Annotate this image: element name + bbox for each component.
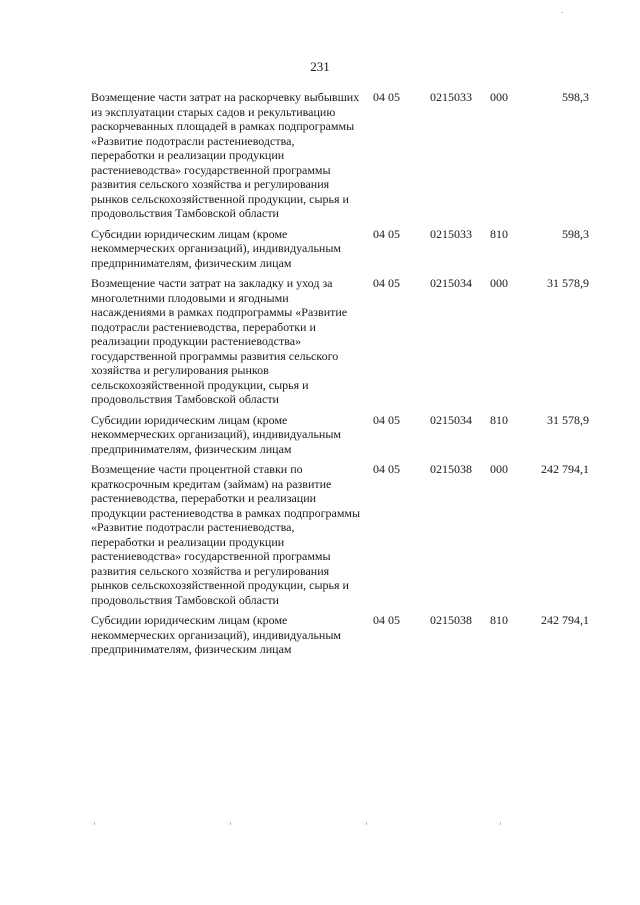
table-row	[91, 613, 591, 657]
row-section-code: 04 05	[373, 90, 400, 104]
row-target-code: 0215034	[430, 276, 472, 290]
scan-mark	[366, 822, 367, 825]
row-target-code: 0215033	[430, 226, 472, 241]
scan-mark	[230, 822, 231, 825]
page-number: 231	[310, 59, 330, 74]
row-target-code: 0215038	[430, 462, 472, 476]
row-section-code: 04 05	[373, 276, 400, 290]
table-row	[91, 227, 591, 271]
row-amount: 31 578,9	[547, 276, 589, 290]
corner-mark	[561, 12, 563, 13]
row-section-code: 04 05	[373, 462, 400, 476]
row-description: Возмещение части процентной ставки по краткосрочным кредитам (займам) на развитие растениеводства, переработки и реализации продукции растениеводства в рамках подпрограммы «Развитие подотрасли растениеводства, переработки и реализации продукции растениеводства» государственной программы развития сельского хозяйства и регулирования рынков сельскохозяйственной продукции, сырья и продовольствия Тамбовской области	[91, 462, 361, 607]
row-description: Возмещение части затрат на раскорчевку выбывших из эксплуатации старых садов и рекультивацию раскорчеванных площадей в рамках подпрограммы «Развитие подотрасли растениеводства, переработки и реализации продукции растениеводства» государственной программы развития сельского хозяйства и регулирования рынков сельскохозяйственной продукции, сырья и продовольствия Тамбовской области	[91, 90, 360, 220]
table-row	[91, 462, 591, 607]
row-section-code: 04 05	[373, 226, 400, 241]
row-description: Возмещение части затрат на закладку и уход за многолетними плодовыми и ягодными насаждениями в рамках подпрограммы «Развитие подотрасли растениеводства, переработки и реализации продукции растениеводства» государственной программы развития сельского хозяйства и регулирования рынков сельскохозяйственной продукции, сырья и продовольствия Тамбовской области	[91, 276, 348, 406]
row-amount: 242 794,1	[541, 613, 589, 627]
row-amount: 598,3	[562, 90, 589, 104]
row-expense-type: 810	[490, 226, 508, 241]
budget-table	[91, 90, 591, 663]
scan-mark	[500, 822, 501, 825]
table-row	[91, 276, 591, 407]
row-description: Субсидии юридическим лицам (кроме некоммерческих организаций), индивидуальным предпринимателям, физическим лицам	[91, 613, 341, 656]
row-section-code: 04 05	[373, 412, 400, 427]
table-row	[91, 413, 591, 457]
row-expense-type: 810	[490, 412, 508, 427]
row-section-code: 04 05	[373, 613, 400, 627]
row-target-code: 0215038	[430, 613, 472, 627]
table-row	[91, 90, 591, 221]
scan-mark	[94, 822, 95, 825]
row-expense-type: 000	[490, 462, 508, 476]
row-amount: 242 794,1	[541, 462, 589, 476]
row-expense-type: 000	[490, 90, 508, 104]
row-description: Субсидии юридическим лицам (кроме некоммерческих организаций), индивидуальным предпринимателям, физическим лицам	[91, 412, 341, 456]
row-amount: 598,3	[562, 226, 589, 241]
footer-scan-marks	[0, 822, 640, 826]
row-target-code: 0215034	[430, 412, 472, 427]
row-expense-type: 810	[490, 613, 508, 627]
row-target-code: 0215033	[430, 90, 472, 104]
row-expense-type: 000	[490, 276, 508, 290]
row-description: Субсидии юридическим лицам (кроме некоммерческих организаций), индивидуальным предпринимателям, физическим лицам	[91, 226, 341, 270]
row-amount: 31 578,9	[547, 412, 589, 427]
